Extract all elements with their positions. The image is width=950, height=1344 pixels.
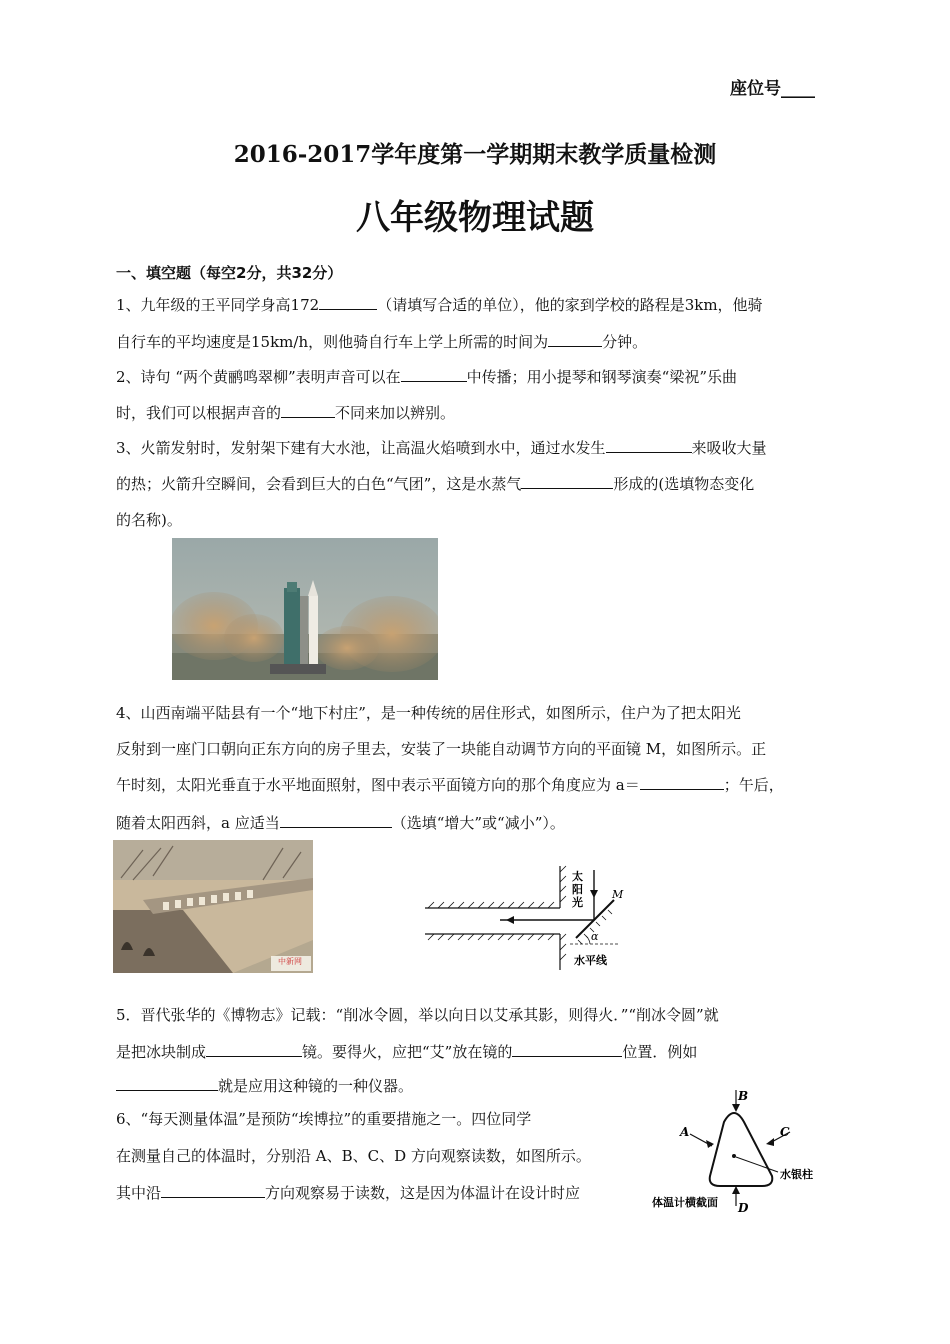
- q5-line-1: [116, 1004, 719, 1025]
- sun-label-2: 阳: [572, 883, 583, 896]
- q3-line-2: [116, 473, 754, 494]
- q5-line-2: [116, 1041, 697, 1062]
- q4-text-e: 随着太阳西斜，a 应适当: [116, 814, 280, 832]
- q5-line-3: [116, 1075, 413, 1096]
- exam-title: 2016-2017学年度第一学期期末教学质量检测: [233, 141, 717, 168]
- thermometer-cross-section-diagram: [650, 1082, 850, 1220]
- q5-text-e: 就是应用这种镜的一种仪器。: [218, 1077, 414, 1095]
- section-heading: 一、填空题（每空2分，共32分）: [116, 264, 343, 282]
- q6-text-c: 其中沿: [116, 1184, 162, 1202]
- q5-text-a: 5．晋代张华的《博物志》记载：“削冰令圆，举以向日以艾承其影，则得火．”“削冰令圆”就: [116, 1006, 719, 1024]
- q1-text-c: 自行车的平均速度是15km/h，则他骑自行车上学上所需的时间为: [116, 333, 549, 351]
- q3-text-c: 的热；火箭升空瞬间，会看到巨大的白色“气团”，这是水蒸气: [116, 475, 522, 493]
- q5-text-c: 镜。要得火，应把“艾”放在镜的: [302, 1043, 513, 1061]
- underground-village-photo: [113, 840, 313, 973]
- q1-blank-1[interactable]: [319, 295, 377, 310]
- q4-line-4: [116, 812, 565, 833]
- mercury-label: 水银柱: [780, 1168, 813, 1181]
- q4-text-c: 午时刻，太阳光垂直于水平地面照射，图中表示平面镜方向的那个角度应为 a＝: [116, 776, 640, 794]
- q1-text-d: 分钟。: [602, 333, 648, 351]
- q3-text-b: 来吸收大量: [691, 439, 767, 457]
- q6-line-1: [116, 1108, 531, 1129]
- q1-line-1: [116, 294, 763, 315]
- q3-blank-2[interactable]: [521, 474, 613, 489]
- q6-line-3: [116, 1182, 580, 1203]
- q6-text-d: 方向观察易于读数，这是因为体温计在设计时应: [265, 1184, 581, 1202]
- q2-blank-2[interactable]: [281, 403, 335, 418]
- q6-blank-1[interactable]: [161, 1183, 265, 1198]
- q2-line-1: [116, 366, 737, 387]
- mirror-label: M: [612, 888, 624, 901]
- q4-blank-1[interactable]: [640, 775, 724, 790]
- q1-line-2: [116, 331, 647, 352]
- q4-text-f: （选填“增大”或“减小”）。: [391, 814, 565, 832]
- mirror-reflection-diagram: [420, 860, 640, 972]
- q4-line-2: [116, 738, 766, 759]
- q4-line-1: [116, 702, 741, 723]
- q3-line-3: [116, 509, 182, 530]
- q4-text-a: 4、山西南端平陆县有一个“地下村庄”，是一种传统的居住形式，如图所示，住户为了把太阳光: [116, 704, 741, 722]
- seat-number-label: 座位号____: [730, 79, 815, 99]
- q2-text-a: 2、诗句 “两个黄鹂鸣翠柳”表明声音可以在: [116, 368, 401, 386]
- q3-text-e: 的名称)。: [116, 511, 182, 529]
- q4-text-d: ；午后，: [723, 776, 784, 794]
- sun-label-3: 光: [572, 896, 583, 909]
- angle-label: α: [591, 930, 599, 943]
- q5-blank-3[interactable]: [116, 1076, 218, 1091]
- q1-text-b: （请填写合适的单位），他的家到学校的路程是3km，他骑: [377, 296, 763, 314]
- q4-blank-2[interactable]: [280, 813, 392, 828]
- q6-text-a: 6、“每天测量体温”是预防“埃博拉”的重要措施之一。四位同学: [116, 1110, 532, 1128]
- label-c: C: [780, 1125, 790, 1139]
- q4-text-b: 反射到一座门口朝向正东方向的房子里去，安装了一块能自动调节方向的平面镜 M，如图所示。正: [116, 740, 767, 758]
- horizontal-label: 水平线: [574, 954, 607, 967]
- q2-blank-1[interactable]: [401, 367, 467, 382]
- q3-blank-1[interactable]: [606, 438, 692, 453]
- q3-line-1: [116, 437, 767, 458]
- q2-text-b: 中传播；用小提琴和钢琴演奏“梁祝”乐曲: [466, 368, 737, 386]
- label-a: A: [680, 1125, 690, 1139]
- label-b: B: [738, 1089, 749, 1103]
- q1-text-a: 1、九年级的王平同学身高172: [116, 296, 320, 314]
- q6-text-b: 在测量自己的体温时，分别沿 A、B、C、D 方向观察读数，如图所示。: [116, 1147, 591, 1165]
- q3-text-d: 形成的(选填物态变化: [613, 475, 755, 493]
- q2-text-d: 不同来加以辨别。: [335, 404, 456, 422]
- q5-blank-1[interactable]: [206, 1042, 302, 1057]
- rocket-launch-photo: [172, 538, 438, 680]
- label-d: D: [738, 1201, 749, 1215]
- q3-text-a: 3、火箭发射时，发射架下建有大水池，让高温火焰喷到水中，通过水发生: [116, 439, 606, 457]
- q2-text-c: 时，我们可以根据声音的: [116, 404, 282, 422]
- q5-blank-2[interactable]: [512, 1042, 622, 1057]
- q6-line-2: [116, 1145, 591, 1166]
- q5-text-b: 是把冰块制成: [116, 1043, 207, 1061]
- photo-watermark: 中新网: [278, 957, 302, 966]
- q4-line-3: [116, 774, 784, 795]
- q2-line-2: [116, 402, 455, 423]
- cross-section-label: 体温计横截面: [652, 1196, 718, 1209]
- sun-label-1: 太: [572, 870, 583, 883]
- q5-text-d: 位置．例如: [622, 1043, 698, 1061]
- exam-subject-title: 八年级物理试题: [356, 198, 594, 238]
- q1-blank-2[interactable]: [548, 332, 602, 347]
